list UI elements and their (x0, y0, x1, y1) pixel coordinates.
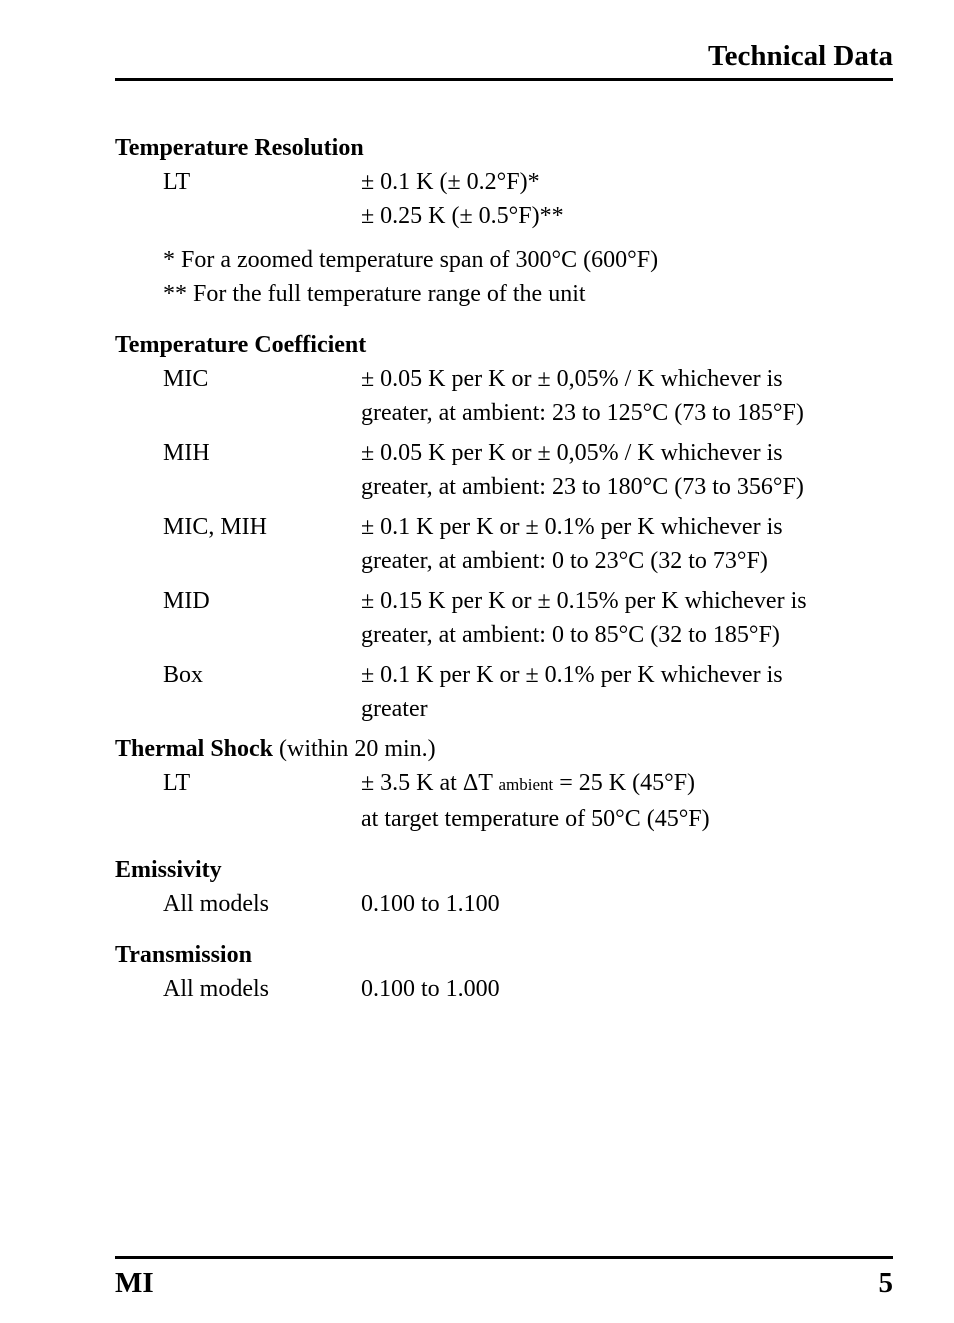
spec-value (361, 972, 893, 1006)
spec-value-line: greater, at ambient: 0 to 23°C (32 to 73°F) (361, 548, 768, 574)
section-heading-text: Temperature Resolution (115, 135, 364, 161)
spec-value (361, 658, 893, 726)
spec-value (361, 887, 893, 921)
spec-value-line: 0.100 to 1.000 (361, 976, 500, 1002)
spec-value-line: ± 0.1 K per K or ± 0.1% per K whichever is (361, 514, 783, 540)
spec-value-line: ± 0.1 K (± 0.2°F)* (361, 169, 540, 195)
spec-value-line (361, 766, 893, 802)
section-heading (115, 328, 893, 362)
section-heading-text: Thermal Shock (115, 736, 274, 762)
page-content (115, 0, 893, 1012)
spec-label: MID (163, 588, 210, 614)
spec-value (361, 436, 893, 504)
section-heading (115, 938, 893, 972)
section-heading (115, 732, 893, 766)
delta-t-expression-pre: ± 3.5 K at ΔT (361, 770, 499, 796)
spec-label: MIH (163, 440, 210, 466)
spec-label: LT (163, 169, 191, 195)
spec-value-line: 0.100 to 1.100 (361, 891, 500, 917)
spec-label: MIC, MIH (163, 514, 268, 540)
spec-row (115, 362, 893, 430)
footer-page-number: 5 (878, 1267, 893, 1299)
section-heading (115, 131, 893, 165)
spec-row (115, 887, 893, 921)
section-heading-text: Emissivity (115, 857, 222, 883)
spec-row (115, 658, 893, 726)
section-heading (115, 853, 893, 887)
footer-doc-code: MI (115, 1267, 154, 1299)
footer-row (115, 1259, 893, 1301)
spec-value-line: ± 0.1 K per K or ± 0.1% per K whichever is (361, 662, 783, 688)
spec-row (115, 510, 893, 578)
section-heading-text: Temperature Coefficient (115, 332, 367, 358)
spec-row (115, 165, 893, 233)
spec-value-line: ± 0.15 K per K or ± 0.15% per K whichever is (361, 588, 807, 614)
page-title: Technical Data (707, 40, 893, 72)
spec-row (115, 766, 893, 836)
spec-label: MIC (163, 366, 209, 392)
section-emissivity (115, 853, 893, 921)
spec-label: LT (163, 770, 191, 796)
spec-value (361, 362, 893, 430)
spec-value (361, 766, 893, 836)
spec-label: All models (163, 891, 269, 917)
page-header (115, 0, 893, 81)
spec-value (361, 510, 893, 578)
page-footer (115, 1256, 893, 1301)
spec-value-line: ± 0.05 K per K or ± 0,05% / K whichever is (361, 366, 783, 392)
spec-value-line: greater, at ambient: 23 to 125°C (73 to 185°F) (361, 400, 804, 426)
spec-value-line: greater (361, 696, 428, 722)
footnote: ** For the full temperature range of the unit (163, 281, 586, 307)
spec-row (115, 436, 893, 504)
spec-label: Box (163, 662, 204, 688)
footnote: * For a zoomed temperature span of 300°C (600°F) (163, 247, 659, 273)
spec-value-line: ± 0.25 K (± 0.5°F)** (361, 203, 564, 229)
spec-value-line: greater, at ambient: 23 to 180°C (73 to 356°F) (361, 474, 804, 500)
section-temperature-coefficient (115, 328, 893, 726)
spec-value (361, 165, 893, 233)
section-heading-suffix: (within 20 min.) (273, 736, 436, 762)
spec-value (361, 584, 893, 652)
spec-label: All models (163, 976, 269, 1002)
spec-row (115, 972, 893, 1006)
spec-row (115, 584, 893, 652)
spec-value-line: ± 0.05 K per K or ± 0,05% / K whichever is (361, 440, 783, 466)
section-heading-text: Transmission (115, 942, 252, 968)
section-transmission (115, 938, 893, 1006)
section-thermal-shock (115, 732, 893, 836)
footnotes (163, 243, 893, 311)
section-temperature-resolution (115, 131, 893, 311)
delta-t-subscript: ambient (498, 775, 554, 794)
delta-t-expression-post: = 25 K (45°F) (553, 770, 696, 796)
spec-value-line: at target temperature of 50°C (45°F) (361, 806, 710, 832)
spec-value-line: greater, at ambient: 0 to 85°C (32 to 185°F) (361, 622, 780, 648)
